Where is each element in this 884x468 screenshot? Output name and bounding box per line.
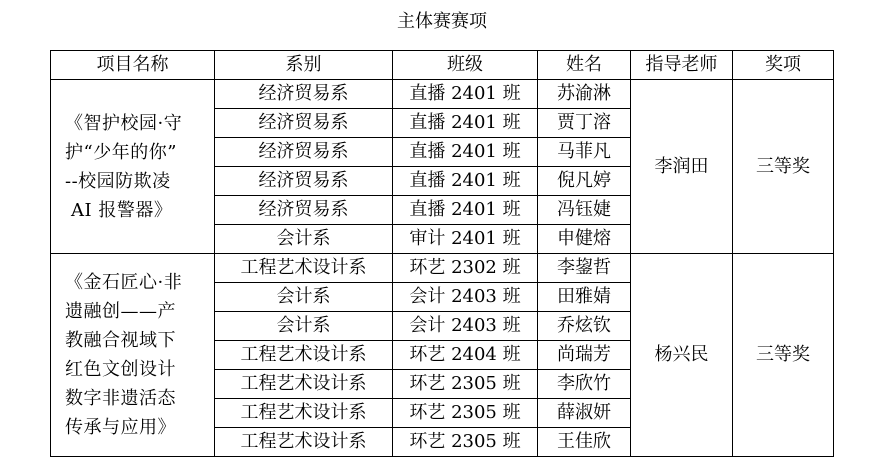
department-cell: 经济贸易系 [215, 80, 393, 109]
project-name-line: 《智护校园·守 [65, 112, 183, 134]
student-name-cell: 乔炫钦 [538, 312, 631, 341]
student-name-cell: 薛淑妍 [538, 399, 631, 428]
project-name-cell [51, 254, 215, 457]
project-name-line: 护“少年的你” [65, 141, 177, 163]
header-award: 奖项 [733, 51, 834, 80]
student-name-cell: 贾丁溶 [538, 109, 631, 138]
class-cell: 环艺 2302 班 [393, 254, 538, 283]
department-cell: 工程艺术设计系 [215, 428, 393, 457]
project-name-line: 《金石匠心·非 [65, 272, 183, 293]
document-title: 主体赛赛项 [397, 11, 487, 32]
project-name-line: 红色文创设计 [65, 359, 176, 380]
table-row [51, 254, 834, 283]
class-cell: 会计 2403 班 [393, 283, 538, 312]
student-name-cell: 尚瑞芳 [538, 341, 631, 370]
class-cell: 环艺 2404 班 [393, 341, 538, 370]
award-cell: 三等奖 [733, 254, 834, 457]
project-name-line: --校园防欺凌 [65, 170, 171, 192]
class-cell: 环艺 2305 班 [393, 428, 538, 457]
class-cell: 环艺 2305 班 [393, 399, 538, 428]
class-cell: 环艺 2305 班 [393, 370, 538, 399]
advisor-cell: 李润田 [631, 80, 733, 254]
student-name-cell: 田雅婧 [538, 283, 631, 312]
department-cell: 工程艺术设计系 [215, 399, 393, 428]
header-student-name: 姓名 [538, 51, 631, 80]
project-name-cell [51, 80, 215, 254]
header-advisor: 指导老师 [631, 51, 733, 80]
department-cell: 会计系 [215, 283, 393, 312]
student-name-cell: 李欣竹 [538, 370, 631, 399]
table-row [51, 80, 834, 109]
class-cell: 直播 2401 班 [393, 138, 538, 167]
award-cell: 三等奖 [733, 80, 834, 254]
class-cell: 直播 2401 班 [393, 80, 538, 109]
department-cell: 会计系 [215, 312, 393, 341]
project-name-line: 教融合视域下 [65, 330, 176, 351]
department-cell: 经济贸易系 [215, 138, 393, 167]
department-cell: 工程艺术设计系 [215, 370, 393, 399]
student-name-cell: 冯钰婕 [538, 196, 631, 225]
student-name-cell: 李鋆哲 [538, 254, 631, 283]
department-cell: 工程艺术设计系 [215, 254, 393, 283]
department-cell: 经济贸易系 [215, 109, 393, 138]
department-cell: 经济贸易系 [215, 196, 393, 225]
header-project-name: 项目名称 [51, 51, 215, 80]
class-cell: 直播 2401 班 [393, 167, 538, 196]
project-name-line: AI 报警器》 [71, 199, 173, 221]
table-header-row [51, 51, 834, 80]
student-name-cell: 苏渝淋 [538, 80, 631, 109]
project-name-line: 传承与应用》 [65, 417, 176, 438]
class-cell: 会计 2403 班 [393, 312, 538, 341]
header-class: 班级 [393, 51, 538, 80]
class-cell: 直播 2401 班 [393, 109, 538, 138]
student-name-cell: 申健熔 [538, 225, 631, 254]
student-name-cell: 王佳欣 [538, 428, 631, 457]
class-cell: 直播 2401 班 [393, 196, 538, 225]
department-cell: 工程艺术设计系 [215, 341, 393, 370]
department-cell: 会计系 [215, 225, 393, 254]
header-department: 系别 [215, 51, 393, 80]
class-cell: 审计 2401 班 [393, 225, 538, 254]
department-cell: 经济贸易系 [215, 167, 393, 196]
student-name-cell: 马菲凡 [538, 138, 631, 167]
project-name-line: 遗融创——产 [65, 301, 176, 322]
project-name-line: 数字非遗活态 [65, 388, 176, 409]
awards-table [50, 50, 834, 457]
advisor-cell: 杨兴民 [631, 254, 733, 457]
student-name-cell: 倪凡婷 [538, 167, 631, 196]
